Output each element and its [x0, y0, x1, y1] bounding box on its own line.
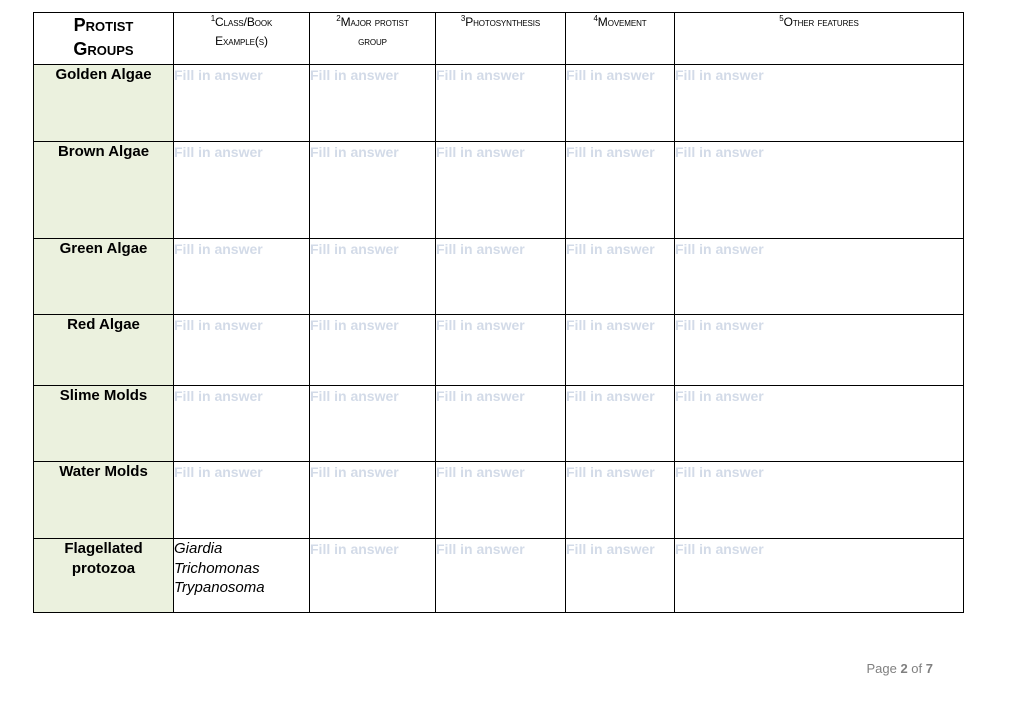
header-other-features — [675, 13, 964, 65]
protist-table — [33, 12, 964, 613]
header-movement — [566, 13, 675, 65]
footnote-4: 4 — [593, 14, 598, 23]
group-cell-slime-molds: Slime Molds — [34, 386, 174, 462]
answer-field[interactable]: Fill in answer — [174, 386, 310, 462]
answer-field[interactable]: Fill in answer — [675, 462, 964, 539]
header-protist-groups-line2: Groups — [73, 39, 134, 59]
page-prefix: Page — [866, 661, 897, 676]
example-trypanosoma: Trypanosoma — [174, 579, 265, 596]
answer-field[interactable]: Fill in answer — [436, 65, 566, 142]
answer-field[interactable]: Fill in answer — [675, 315, 964, 386]
header-class-book-examples — [174, 13, 310, 65]
group-cell-red-algae: Red Algae — [34, 315, 174, 386]
table-row — [34, 239, 964, 315]
answer-field[interactable]: Fill in answer — [436, 142, 566, 239]
answer-field[interactable]: Fill in answer — [675, 539, 964, 613]
header-protist-groups-line1: Protist — [73, 15, 134, 35]
answer-field[interactable]: Fill in answer — [675, 239, 964, 315]
group-cell-golden-algae: Golden Algae — [34, 65, 174, 142]
page-number — [866, 661, 933, 676]
answer-field[interactable]: Fill in answer — [436, 386, 566, 462]
answer-field[interactable]: Fill in answer — [566, 539, 675, 613]
answer-field[interactable]: Fill in answer — [310, 239, 436, 315]
answer-field[interactable]: Fill in answer — [310, 462, 436, 539]
answer-field[interactable]: Fill in answer — [174, 65, 310, 142]
answer-field[interactable]: Fill in answer — [566, 386, 675, 462]
answer-field[interactable]: Fill in answer — [566, 65, 675, 142]
group-cell-water-molds: Water Molds — [34, 462, 174, 539]
header-class-book-line1: Class/Book — [215, 15, 273, 29]
header-photosynthesis — [436, 13, 566, 65]
answer-field[interactable]: Fill in answer — [566, 315, 675, 386]
answer-field[interactable]: Fill in answer — [174, 142, 310, 239]
examples-cell[interactable] — [174, 539, 310, 613]
answer-field[interactable]: Fill in answer — [566, 462, 675, 539]
answer-field[interactable]: Fill in answer — [310, 65, 436, 142]
answer-field[interactable]: Fill in answer — [310, 142, 436, 239]
answer-field[interactable]: Fill in answer — [566, 239, 675, 315]
table-row — [34, 65, 964, 142]
answer-field[interactable]: Fill in answer — [310, 386, 436, 462]
table-row — [34, 386, 964, 462]
answer-field[interactable]: Fill in answer — [566, 142, 675, 239]
footnote-3: 3 — [460, 14, 466, 23]
footnote-2: 2 — [336, 14, 341, 23]
header-protist-groups — [34, 13, 174, 65]
header-major-group-line1: Major protist — [340, 15, 409, 29]
answer-field[interactable]: Fill in answer — [675, 65, 964, 142]
group-label-line1: Flagellated — [64, 540, 143, 557]
table-row — [34, 462, 964, 539]
footnote-5: 5 — [779, 14, 784, 23]
page-of: of — [911, 661, 923, 676]
answer-field[interactable]: Fill in answer — [174, 315, 310, 386]
header-movement-label: Movement — [597, 15, 647, 29]
page-total: 7 — [925, 661, 933, 676]
page-current: 2 — [900, 661, 908, 676]
group-label-line2: protozoa — [71, 560, 136, 577]
answer-field[interactable]: Fill in answer — [310, 539, 436, 613]
answer-field[interactable]: Fill in answer — [174, 462, 310, 539]
answer-field[interactable]: Fill in answer — [436, 539, 566, 613]
table-row — [34, 315, 964, 386]
header-photosynthesis-label: Photosynthesis — [465, 15, 541, 29]
header-major-group-line2: group — [358, 34, 387, 48]
group-cell-flagellated-protozoa — [34, 539, 174, 613]
answer-field[interactable]: Fill in answer — [436, 315, 566, 386]
group-cell-green-algae: Green Algae — [34, 239, 174, 315]
footnote-1: 1 — [210, 14, 216, 23]
header-other-features-label: Other features — [783, 15, 859, 29]
answer-field[interactable]: Fill in answer — [675, 386, 964, 462]
group-cell-brown-algae: Brown Algae — [34, 142, 174, 239]
answer-field[interactable]: Fill in answer — [174, 239, 310, 315]
header-class-book-line2: Example(s) — [215, 34, 268, 48]
example-giardia: Giardia — [174, 540, 223, 557]
header-major-protist-group — [310, 13, 436, 65]
header-row — [34, 13, 964, 65]
answer-field[interactable]: Fill in answer — [436, 239, 566, 315]
table-row — [34, 539, 964, 613]
answer-field[interactable]: Fill in answer — [310, 315, 436, 386]
table-row — [34, 142, 964, 239]
answer-field[interactable]: Fill in answer — [675, 142, 964, 239]
example-trichomonas: Trichomonas — [174, 559, 260, 577]
answer-field[interactable]: Fill in answer — [436, 462, 566, 539]
